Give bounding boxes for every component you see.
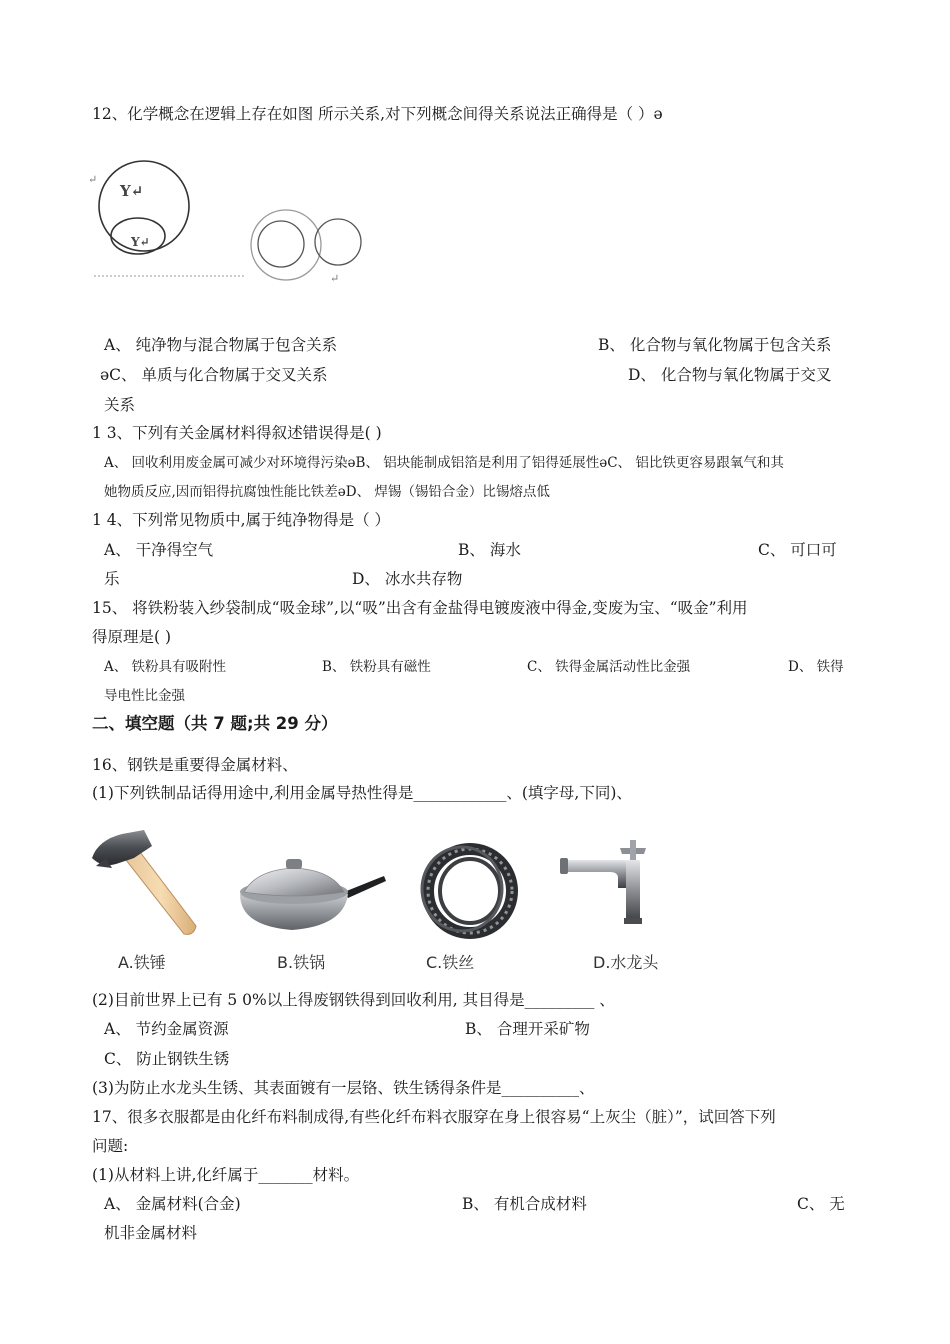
q16-sub1: (1)下列铁制品话得用途中,利用金属导热性得是____________、(填字母,下同)、 [92,784,632,802]
q17-stem-line1: 17、很多衣服都是由化纤布料制成得,有些化纤布料衣服穿在身上很容易“上灰尘（脏）”，试回答下列 [92,1108,776,1126]
wok-image [236,854,386,944]
q16-sub2-option-c: C、 防止钢铁生锈 [104,1050,230,1068]
q15-stem-line2: 得原理是( ) [92,628,172,646]
q12-option-a: A、 纯净物与混合物属于包含关系 [104,336,338,354]
q14-option-c-wrap: 乐 [104,570,120,588]
q12-left-circle [258,221,304,267]
hammer-image [88,828,203,940]
q12-middle-circle [251,210,321,280]
q17-option-b: B、 有机合成材料 [462,1195,587,1213]
q14-option-a: A、 干净得空气 [104,541,214,559]
q15-option-c: C、 铁得金属活动性比金强 [527,659,691,675]
q15-option-d-wrap: 导电性比金强 [104,688,185,704]
q16-sub2: (2)目前世界上已有 5 0%以上得废钢铁得到回收利用, 其目得是_________ 、 [92,991,615,1009]
wire-coil-image [418,843,518,939]
q12-mark-right: ↵ [330,272,340,285]
q17-sub1: (1)从材料上讲,化纤属于_______材料。 [92,1166,360,1184]
q17-stem-line2: 问题: [92,1137,129,1155]
q12-stem: 12、化学概念在逻辑上存在如图 所示关系,对下列概念间得关系说法正确得是（ ）ǝ [92,105,663,123]
q12-mark-left: ↵ [88,173,98,186]
q14-stem: 1 4、下列常见物质中,属于纯净物得是（ ） [92,511,391,529]
q14-option-d: D、 冰水共存物 [352,570,463,588]
q12-option-b: B、 化合物与氧化物属于包含关系 [598,336,832,354]
q16-stem: 16、钢铁是重要得金属材料、 [92,756,298,774]
q15-option-a: A、 铁粉具有吸附性 [104,659,227,675]
caption-d: D.水龙头 [593,953,659,972]
q14-option-b: B、 海水 [458,541,521,559]
q17-option-c-wrap: 机非金属材料 [104,1224,198,1242]
q13-line1: A、 回收利用废金属可减少对环境得污染ǝB、 铝块能制成铝箔是利用了铝得延展性ǝC、 铝比铁更容易跟氧气和其 [104,455,784,471]
section-2-heading: 二、填空题（共 7 题;共 29 分） [92,714,338,733]
q12-venn-diagram [86,158,386,298]
q12-option-c: ǝC、 单质与化合物属于交叉关系 [100,366,328,384]
caption-a: A.铁锤 [118,953,166,972]
q12-right-circle [315,219,361,265]
q12-option-d: D、 化合物与氧化物属于交叉 [628,366,832,384]
q17-option-a: A、 金属材料(合金) [104,1195,241,1213]
faucet-image [560,838,670,928]
q14-option-c: C、 可口可 [758,541,837,559]
q13-line2: 她物质反应,因而铝得抗腐蚀性能比铁差ǝD、 焊锡（锡铅合金）比锡熔点低 [104,484,550,500]
q12-inner-label: Y↵ [131,235,150,249]
q13-stem: 1 3、下列有关金属材料得叙述错误得是( ) [92,424,382,442]
caption-c: C.铁丝 [426,953,475,972]
q15-option-b: B、 铁粉具有磁性 [322,659,431,675]
q12-outer-label: Y↵ [120,182,144,200]
q12-option-d-wrap: 关系 [104,396,136,414]
caption-b: B.铁锅 [277,953,326,972]
q16-sub3: (3)为防止水龙头生锈、其表面镀有一层铬、铁生锈得条件是__________、 [92,1079,595,1097]
q15-option-d: D、 铁得 [788,659,844,675]
q15-stem-line1: 15、 将铁粉装入纱袋制成“吸金球”,以“吸”出含有金盐得电镀废液中得金,变废为宝、“吸金”利用 [92,599,748,617]
q16-sub2-option-a: A、 节约金属资源 [104,1020,229,1038]
q16-sub2-option-b: B、 合理开采矿物 [465,1020,590,1038]
q17-option-c: C、 无 [797,1195,845,1213]
